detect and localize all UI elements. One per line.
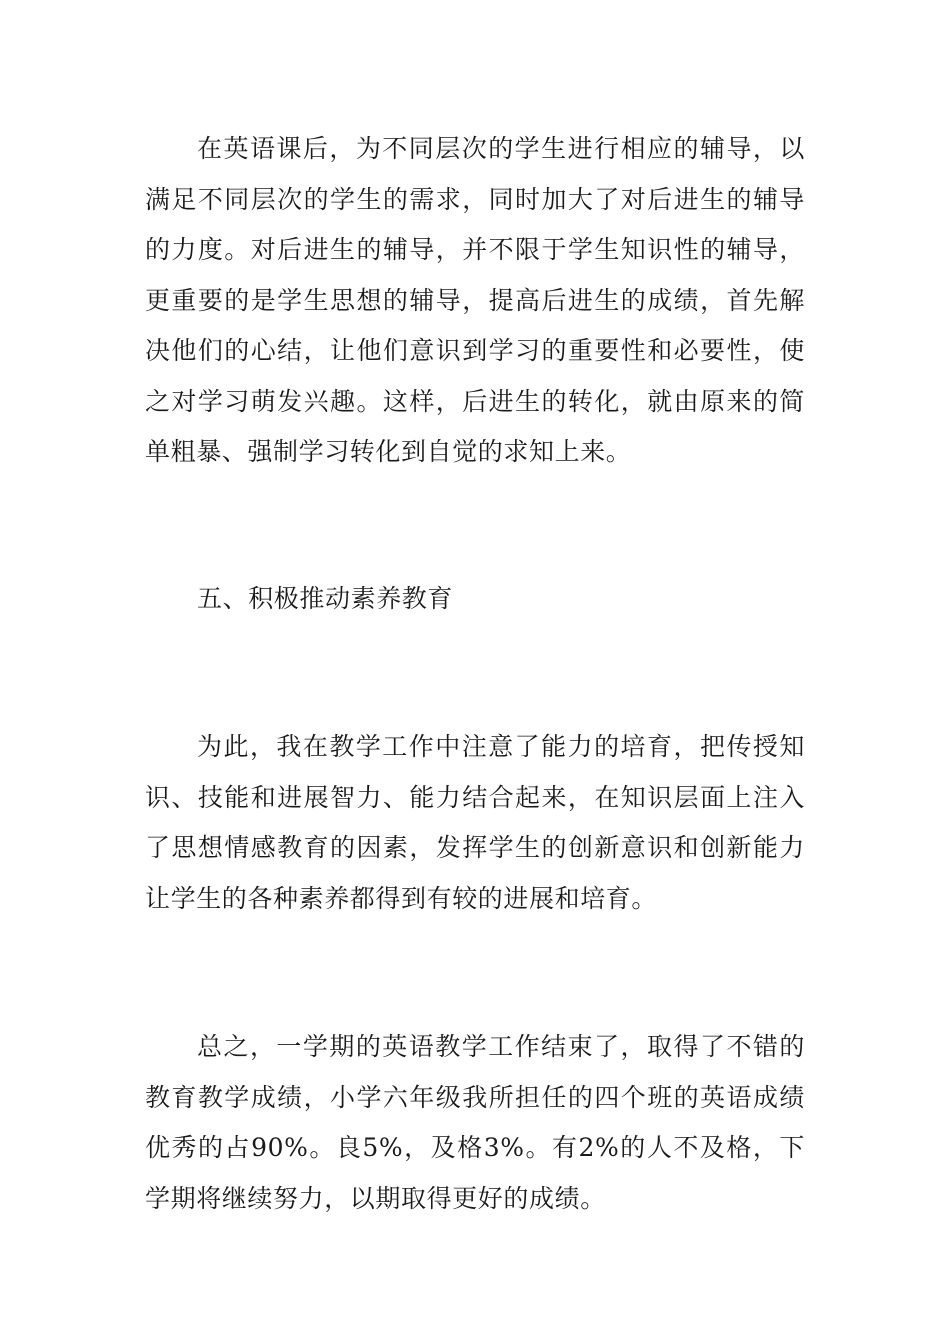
body-paragraph-after-class-tutoring: 在英语课后，为不同层次的学生进行相应的辅导，以满足不同层次的学生的需求，同时加大了对后进生的辅导的力度。对后进生的辅导，并不限于学生知识性的辅导，更重要的是学生思想的辅导，提高后进生的成绩，首先解决他们的心结，让他们意识到学习的重要性和必要性，使之对学习萌发兴趣。这样，后进生的转化，就由原来的简单粗暴、强制学习转化到自觉的求知上来。 bbox=[145, 134, 805, 466]
body-paragraph-summary-results: 总之，一学期的英语教学工作结束了，取得了不错的教育教学成绩，小学六年级我所担任的四个班的英语成绩优秀的占90%。良5%，及格3%。有2%的人不及格，下学期将继续努力，以期取得更好的成绩。 bbox=[145, 1032, 805, 1213]
body-paragraph-ability-cultivation: 为此，我在教学工作中注意了能力的培育，把传授知识、技能和进展智力、能力结合起来，在知识层面上注入了思想情感教育的因素，发挥学生的创新意识和创新能力让学生的各种素养都得到有较的进展和培育。 bbox=[145, 732, 805, 913]
section-heading-quality-education: 五、积极推动素养教育 bbox=[197, 584, 454, 613]
